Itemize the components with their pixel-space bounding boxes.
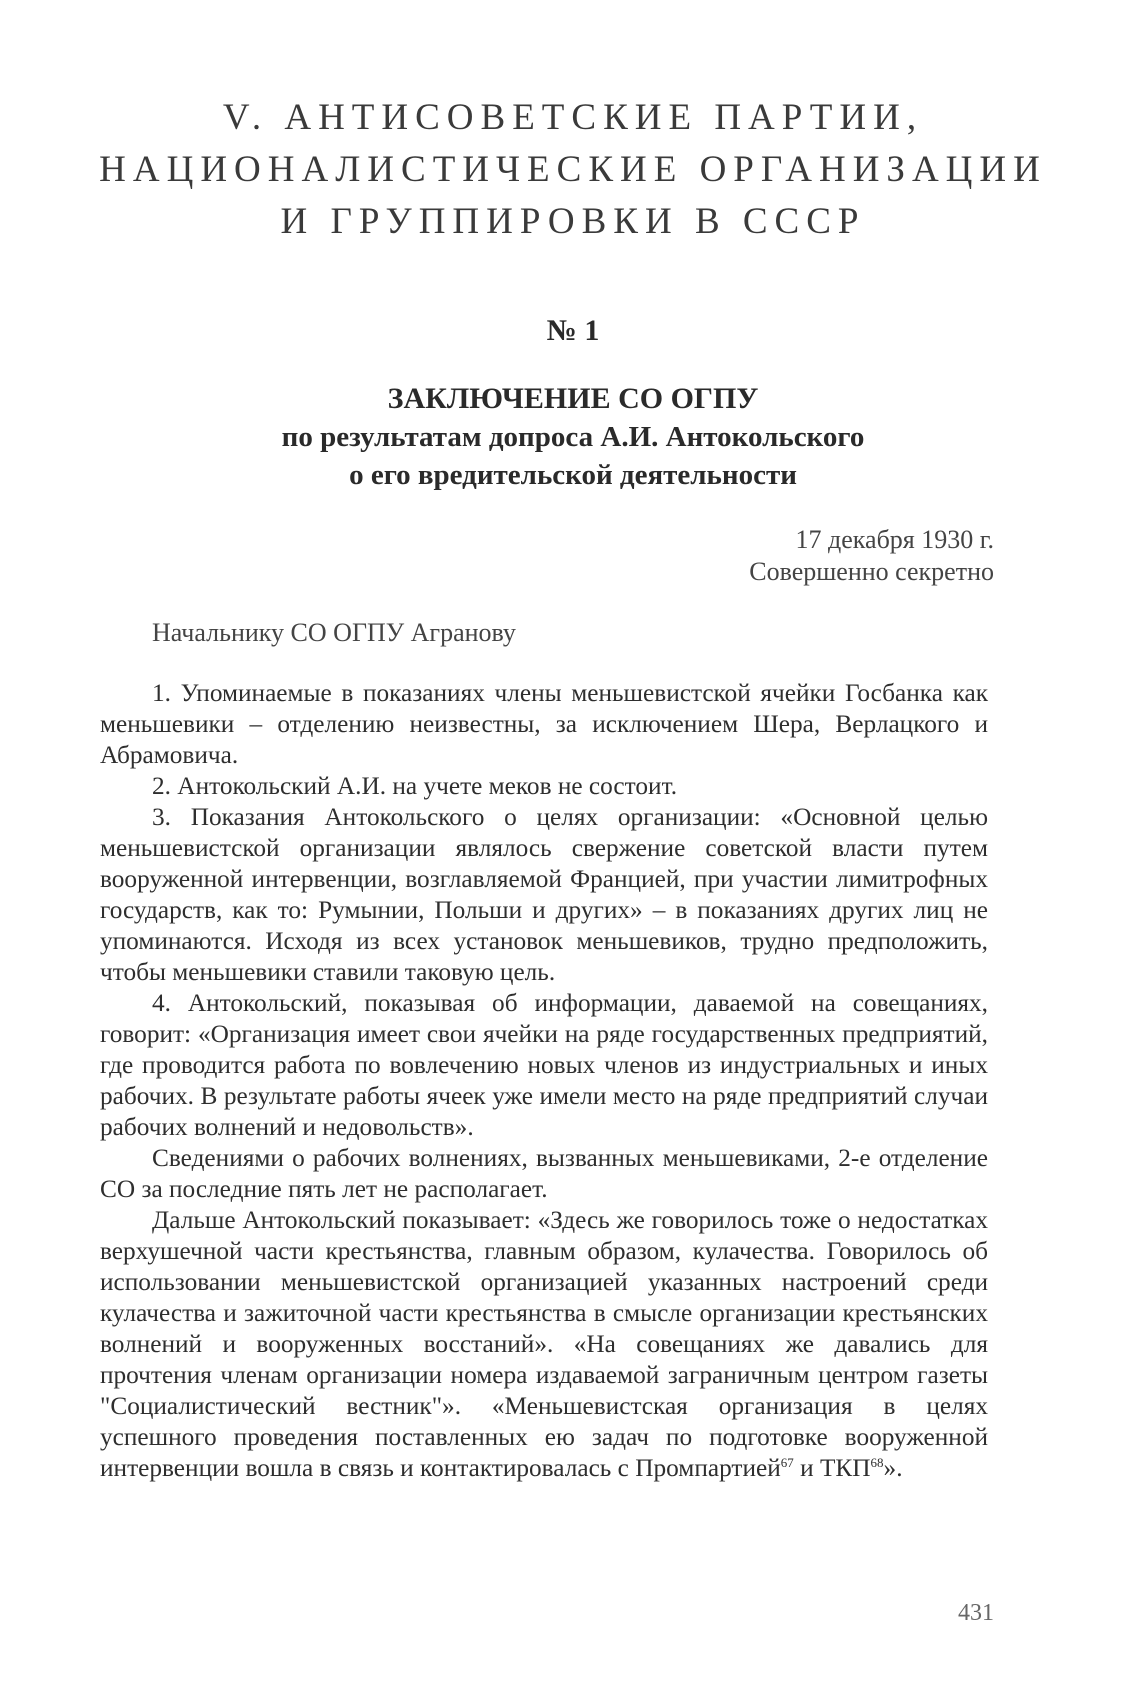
paragraph-6-text: Дальше Антокольский показывает: «Здесь же говорилось тоже о недостатках верхушечной части крестьянства, главным образом, кулачества. Говорилось об использовании меньшевистской организацией указанных настроений среди кулачества и зажиточной части крестьянства в смысле организации крестьянских волнений и вооруженных восстаний». «На совещаниях же давались для прочтения членам организации номера издаваемой заграничным центром газеты "Социалистический вестник"». «Меньшевистская организация в целях успешного проведения поставленных ею задач по подготовке вооруженной интервенции вошла в связь и контактировалась с Промпартией bbox=[100, 1206, 988, 1482]
section-title bbox=[0, 92, 1146, 248]
document-heading bbox=[0, 380, 1146, 494]
paragraph-2: 2. Антокольский А.И. на учете меков не состоит. bbox=[152, 772, 678, 800]
page-number: 431 bbox=[958, 1600, 994, 1626]
paragraph-1: 1. Упоминаемые в показаниях члены меньшевистской ячейки Госбанка как меньшевики – отделению неизвестны, за исключением Шера, Верлацкого и Абрамовича. bbox=[100, 679, 988, 769]
body-text bbox=[100, 678, 988, 1484]
section-title-line-1: V. АНТИСОВЕТСКИЕ ПАРТИИ, bbox=[222, 97, 924, 138]
paragraph-6-end: ». bbox=[883, 1454, 903, 1482]
section-title-line-3: И ГРУППИРОВКИ В СССР bbox=[280, 201, 866, 242]
document-date: 17 декабря 1930 г. bbox=[795, 525, 994, 554]
document-number: № 1 bbox=[546, 314, 600, 347]
section-title-line-2: НАЦИОНАЛИСТИЧЕСКИЕ ОРГАНИЗАЦИИ bbox=[99, 149, 1047, 190]
paragraph-3: 3. Показания Антокольского о целях организации: «Основной целью меньшевистской организации являлось свержение советской власти путем вооруженной интервенции, возглавляемой Францией, при участии лимитрофных государств, как то: Румынии, Польши и других» – в показаниях других лиц не упоминаются. Исходя из всех установок меньшевиков, трудно предположить, чтобы меньшевики ставили таковую цель. bbox=[100, 803, 988, 986]
document-heading-line-2: по результатам допроса А.И. Антокольского bbox=[281, 421, 865, 453]
dateline bbox=[749, 524, 994, 588]
paragraph-6 bbox=[100, 1205, 988, 1484]
classification-mark: Совершенно секретно bbox=[749, 557, 994, 586]
footnote-ref-68[interactable]: 68 bbox=[870, 1455, 884, 1470]
paragraph-6-middle: и ТКП bbox=[793, 1454, 871, 1482]
addressee: Начальнику СО ОГПУ Агранову bbox=[152, 618, 516, 647]
footnote-ref-67[interactable]: 67 bbox=[780, 1455, 794, 1470]
document-heading-line-3: о его вредительской деятельности bbox=[349, 459, 797, 491]
paragraph-5: Сведениями о рабочих волнениях, вызванных меньшевиками, 2-е отделение СО за последние пять лет не располагает. bbox=[100, 1144, 988, 1203]
document-heading-line-1: ЗАКЛЮЧЕНИЕ СО ОГПУ bbox=[387, 382, 759, 415]
paragraph-4: 4. Антокольский, показывая об информации, даваемой на совещаниях, говорит: «Организация имеет свои ячейки на ряде государственных предприятий, где проводится работа по вовлечению новых членов из индустриальных и иных рабочих. В результате работы ячеек уже имели место на ряде предприятий случаи рабочих волнений и недовольств». bbox=[100, 989, 988, 1141]
